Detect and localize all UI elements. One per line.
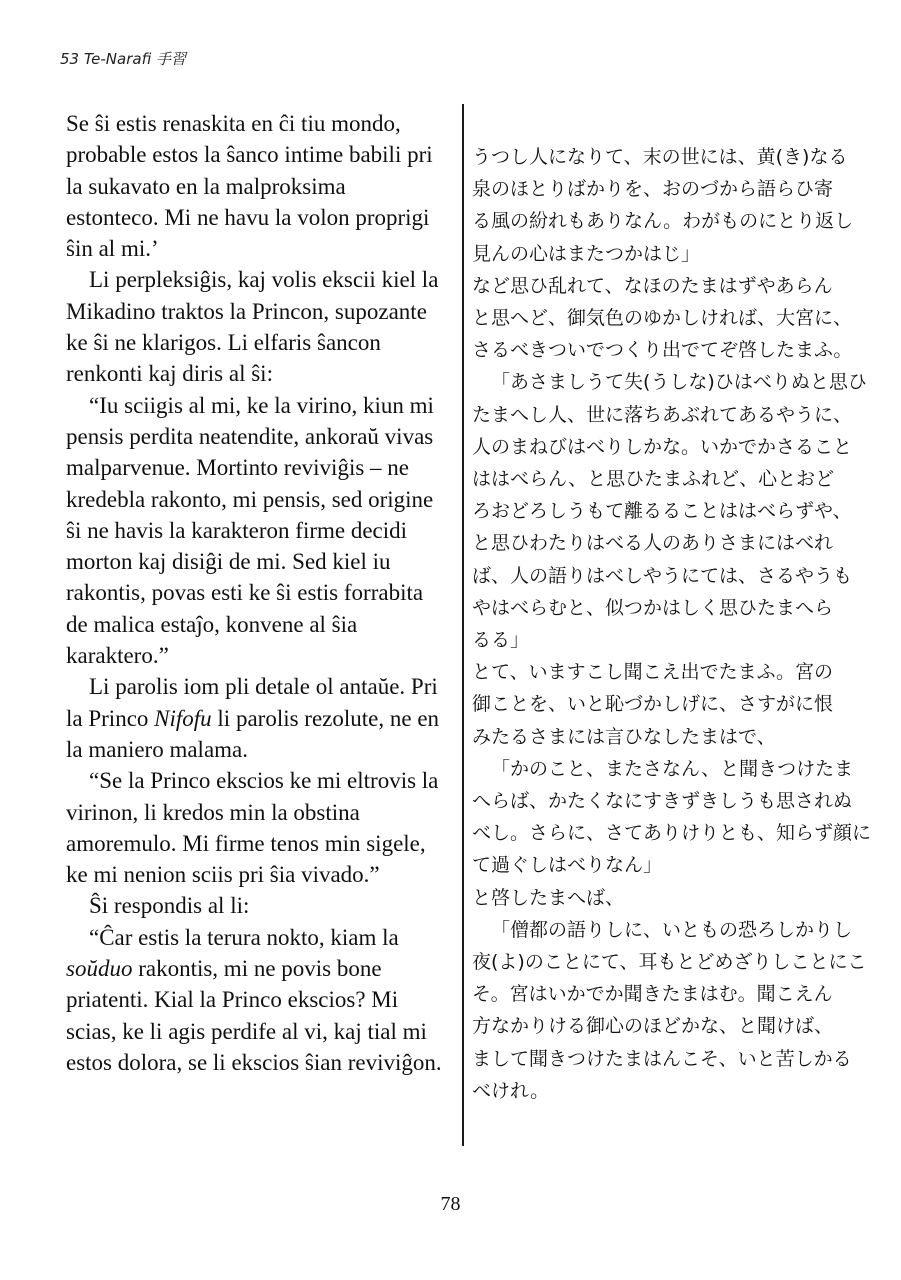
text-line: virinon, li kredos min la obstina bbox=[66, 799, 360, 825]
text-line: Se ŝi estis renaskita en ĉi tiu mondo, bbox=[66, 111, 401, 136]
column-divider bbox=[462, 104, 464, 1146]
text-line: と啓したまへば、 bbox=[472, 886, 625, 909]
text-line: とて、いますこし聞こえ出でたまふ。宮の bbox=[472, 661, 834, 684]
text-line: ke mi nenion sciis pri ŝia vivado.” bbox=[66, 862, 380, 888]
text-line: べけれ。 bbox=[472, 1079, 550, 1102]
text-line: る風の紛れもありなん。わがものにとり返し bbox=[472, 210, 854, 233]
text-line: Li parolis iom pli detale ol antaŭe. Pri bbox=[89, 674, 438, 700]
text-line: と思ひわたりはべる人のありさまにはべれ bbox=[472, 532, 834, 555]
text-line: Mikadino traktos la Princon, supozante bbox=[66, 298, 427, 324]
text-segment: li parolis rezolute, ne en bbox=[211, 705, 440, 731]
text-line bbox=[66, 953, 452, 984]
paragraph bbox=[66, 922, 452, 1078]
text-line: kredebla rakonto, mi pensis, sed origine bbox=[66, 486, 434, 512]
text-line: 「あさましうて失(うしな)ひはべりぬと思ひ bbox=[491, 371, 867, 394]
text-line: たまへし人、世に落ちあぶれてあるやうに、 bbox=[472, 403, 853, 426]
text-line: estonteco. Mi ne havu la volon proprigi bbox=[66, 204, 430, 230]
italic-term: soŭduo bbox=[66, 956, 133, 982]
running-header: 53 Te-Narafi 手習 bbox=[60, 50, 187, 68]
text-line: と思へど、御気色のゆかしければ、大宮に、 bbox=[472, 307, 853, 330]
text-line: 人のまねびはべりしかな。いかでかさること bbox=[472, 435, 853, 458]
text-line: 方なかりける御心のほどかな、と聞けば、 bbox=[472, 1015, 834, 1038]
text-line: 「かのこと、またさなん、と聞きつけたま bbox=[491, 757, 854, 780]
text-line: estos dolora, se li ekscios ŝian reviviĝon. bbox=[66, 1049, 442, 1075]
text-line: うつし人になりて、末の世には、黄(き)なる bbox=[472, 146, 848, 168]
text-line: まして聞きつけたまはんこそ、いと苦しかる bbox=[472, 1047, 852, 1070]
text-line: ke ŝi ne klarigos. Li elfaris ŝancon bbox=[66, 330, 381, 356]
text-line: de malica estaĵo, konvene al ŝia bbox=[66, 611, 358, 637]
paragraph bbox=[472, 270, 872, 367]
paragraph bbox=[66, 890, 452, 921]
text-line: ろおどろしうもて離るることははべらずや、 bbox=[472, 500, 852, 523]
page-number: 78 bbox=[440, 1193, 461, 1215]
text-line: ŝi ne havis la karakteron firme decidi bbox=[66, 517, 408, 543]
paragraph bbox=[472, 753, 872, 882]
text-line: ははべらん、と思ひたまふれど、心とおど bbox=[472, 468, 835, 491]
paragraph bbox=[66, 671, 452, 765]
text-line: rakontis, povas esti ke ŝi estis forrabita bbox=[66, 580, 424, 606]
text-line: probable estos la ŝanco intime babili pri bbox=[66, 142, 433, 168]
text-line: malparvenue. Mortinto reviviĝis – ne bbox=[66, 455, 410, 481]
japanese-column bbox=[472, 141, 872, 1107]
text-line: へらば、かたくなにすきずきしうも思されぬ bbox=[472, 790, 853, 813]
paragraph bbox=[472, 882, 872, 914]
text-line: scias, ke li agis perdife al vi, kaj tial mi bbox=[66, 1018, 427, 1044]
text-line: みたるさまには言ひなしたまはで、 bbox=[472, 725, 776, 748]
text-line: amoremulo. Mi firme tenos min sigele, bbox=[66, 830, 426, 856]
paragraph bbox=[472, 366, 872, 656]
text-line: さるべきついでつくり出でてぞ啓したまふ。 bbox=[472, 339, 853, 362]
text-line: て過ぐしはべりなん」 bbox=[472, 854, 663, 877]
paragraph bbox=[66, 390, 452, 672]
text-line: Li perpleksiĝis, kaj volis ekscii kiel la bbox=[89, 267, 439, 293]
paragraph bbox=[472, 656, 872, 753]
text-line: 見んの心はまたつかはじ」 bbox=[472, 242, 701, 265]
esperanto-column bbox=[66, 108, 452, 1078]
text-line bbox=[66, 703, 452, 734]
text-line: など思ひ乱れて、なほのたまはずやあらん bbox=[472, 274, 833, 297]
text-line: そ。宮はいかでか聞きたまはむ。聞こえん bbox=[472, 983, 833, 1006]
paragraph bbox=[66, 108, 452, 264]
text-segment: rakontis, mi ne povis bone bbox=[132, 956, 382, 982]
text-segment: la Princo bbox=[66, 705, 155, 731]
text-line: karaktero.” bbox=[66, 643, 169, 669]
text-line: pensis perdita neatendite, ankoraŭ vivas bbox=[66, 423, 434, 449]
text-line: 泉のほとりばかりを、おのづから語らひ寄 bbox=[472, 178, 834, 201]
text-line: ば、人の語りはべしやうにては、さるやうも bbox=[472, 564, 853, 587]
text-line: るる」 bbox=[472, 629, 530, 652]
text-line: ŝin al mi.’ bbox=[66, 236, 159, 262]
paragraph bbox=[472, 914, 872, 1107]
italic-term: Nifofu bbox=[154, 705, 212, 731]
text-line: べし。さらに、さてありけりとも、知らず顔に bbox=[472, 822, 872, 845]
text-line: priatenti. Kial la Princo ekscios? Mi bbox=[66, 987, 399, 1013]
text-line: la maniero malama. bbox=[66, 736, 249, 762]
text-line: 「僧都の語りしに、いともの恐ろしかりし bbox=[491, 918, 853, 941]
text-line: la sukavato en la malproksima bbox=[66, 173, 346, 199]
text-line: やはべらむと、似つかはしく思ひたまへら bbox=[472, 596, 834, 619]
paragraph bbox=[66, 765, 452, 890]
text-line: “Ĉar estis la terura nokto, kiam la bbox=[89, 924, 399, 950]
paragraph bbox=[66, 264, 452, 389]
text-line: 夜(よ)のことにて、耳もとどめざりしことにこ bbox=[472, 951, 867, 974]
text-line: morton kaj disiĝi de mi. Sed kiel iu bbox=[66, 549, 391, 575]
text-line: 御ことを、いと恥づかしげに、さすがに恨 bbox=[472, 693, 834, 716]
text-line: “Iu sciigis al mi, ke la virino, kiun mi bbox=[89, 392, 434, 418]
paragraph bbox=[472, 141, 872, 270]
text-line: renkonti kaj diris al ŝi: bbox=[66, 361, 273, 387]
text-line: Ŝi respondis al li: bbox=[89, 893, 250, 919]
text-line: “Se la Princo ekscios ke mi eltrovis la bbox=[89, 768, 439, 794]
